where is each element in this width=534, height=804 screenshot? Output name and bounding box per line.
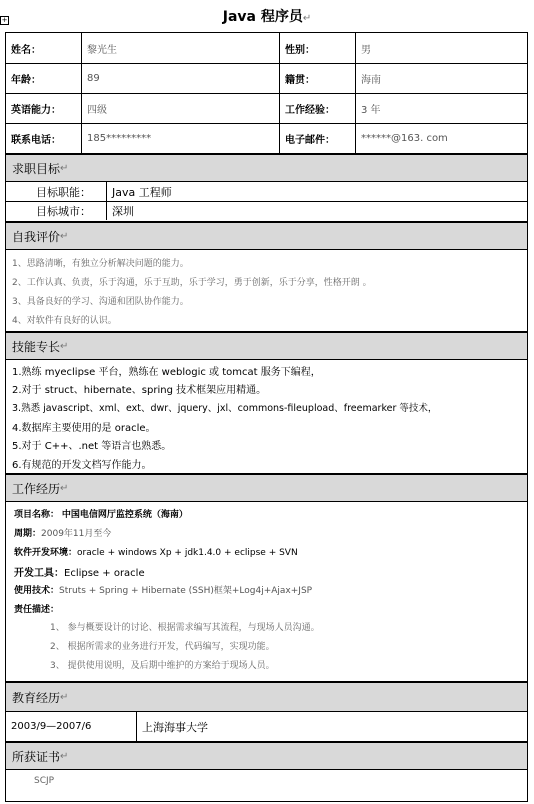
target-city-label: 目标城市： [36, 204, 91, 218]
self-eval-item: 3、具备良好的学习、沟通和团队协作能力。 [12, 297, 189, 307]
skill-item: 2.对于 struct、hibernate、spring 技术框架应用精通。 [12, 385, 267, 396]
hometown-label: 籍贯： [285, 74, 315, 86]
duty-item: 1、 参与概要设计的讨论、根据需求编写其流程，与现场人员沟通。 [50, 623, 320, 633]
name-value: 黎光生 [87, 44, 117, 56]
hometown-value: 海南 [361, 74, 381, 86]
self-eval-item: 1、思路清晰，有独立分析解决问题的能力。 [12, 259, 189, 269]
duty-item: 3、 提供使用说明，及后期中维护的方案给于现场人员。 [50, 661, 275, 671]
duty-item: 2、 根据所需求的业务进行开发，代码编写，实现功能。 [50, 642, 275, 652]
table-move-handle[interactable]: + [1, 16, 8, 24]
self-eval-item: 2、工作认真、负责，乐于沟通，乐于互助，乐于学习，勇于创新，乐于分享，性格开朗 。 [12, 278, 372, 288]
age-label: 年龄： [11, 74, 41, 86]
education-school: 上海海事大学 [142, 720, 208, 734]
certs-box [5, 770, 528, 802]
target-role-label: 目标职能： [36, 185, 91, 199]
experience-value: 3 年 [361, 104, 381, 116]
phone-value: 185********* [87, 132, 152, 144]
self-eval-item: 4、对软件有良好的认识。 [12, 316, 117, 326]
self-eval-heading: 自我评价 ↵ [5, 222, 528, 250]
skills-heading: 技能专长 ↵ [5, 332, 528, 360]
duty-line: 责任描述： [14, 605, 60, 615]
skill-item: 1.熟练 myeclipse 平台，熟练在 weblogic 或 tomcat 服务下编程， [12, 367, 321, 378]
project-line: 项目名称： 中国电信网厅监控系统（海南） [14, 510, 188, 520]
tech-line: 使用技术：Struts + Spring + Hibernate (SSH)框架+Log4j+Ajax+JSP [14, 586, 313, 596]
skill-item: 3.熟悉 javascript、xml、ext、dwr、jquery、jxl、commons-fileupload、freemarker 等技术， [12, 403, 438, 414]
email-label: 电子邮件： [285, 134, 335, 146]
skill-item: 4.数据库主要使用的是 oracle。 [12, 423, 156, 434]
english-label: 英语能力： [11, 104, 61, 116]
age-value: 89 [87, 72, 100, 84]
work-box [5, 502, 528, 682]
env-line: 软件开发环境：oracle + windows Xp + jdk1.4.0 + eclipse + SVN [14, 548, 298, 558]
education-period: 2003/9—2007/6 [11, 721, 92, 732]
page-title: Java 程序员↵ [222, 9, 312, 25]
gender-value: 男 [361, 44, 371, 56]
tools-line: 开发工具：Eclipse + oracle [14, 568, 145, 579]
certs-heading: 所获证书 ↵ [5, 742, 528, 770]
skill-item: 5.对于 C++、.net 等语言也熟悉。 [12, 441, 172, 452]
english-value: 四级 [87, 104, 107, 116]
gender-label: 性别： [285, 44, 315, 56]
self-eval-box [5, 250, 528, 332]
cert-item: SCJP [34, 776, 55, 786]
objective-heading: 求职目标 ↵ [5, 154, 528, 182]
email-value: ******@163. com [361, 132, 448, 144]
name-label: 姓名： [11, 44, 41, 56]
target-role-value: Java 工程师 [112, 185, 172, 199]
objective-table [5, 182, 528, 222]
target-city-value: 深圳 [112, 204, 134, 218]
skills-box [5, 360, 528, 474]
experience-label: 工作经验： [285, 104, 335, 116]
education-table [5, 712, 528, 742]
skill-item: 6.有规范的开发文档写作能力。 [12, 460, 152, 471]
education-heading: 教育经历 ↵ [5, 682, 528, 712]
work-heading: 工作经历 ↵ [5, 474, 528, 502]
period-line: 周期：2009年11月至今 [14, 529, 112, 539]
phone-label: 联系电话： [11, 134, 61, 146]
personal-info-table [5, 32, 528, 154]
